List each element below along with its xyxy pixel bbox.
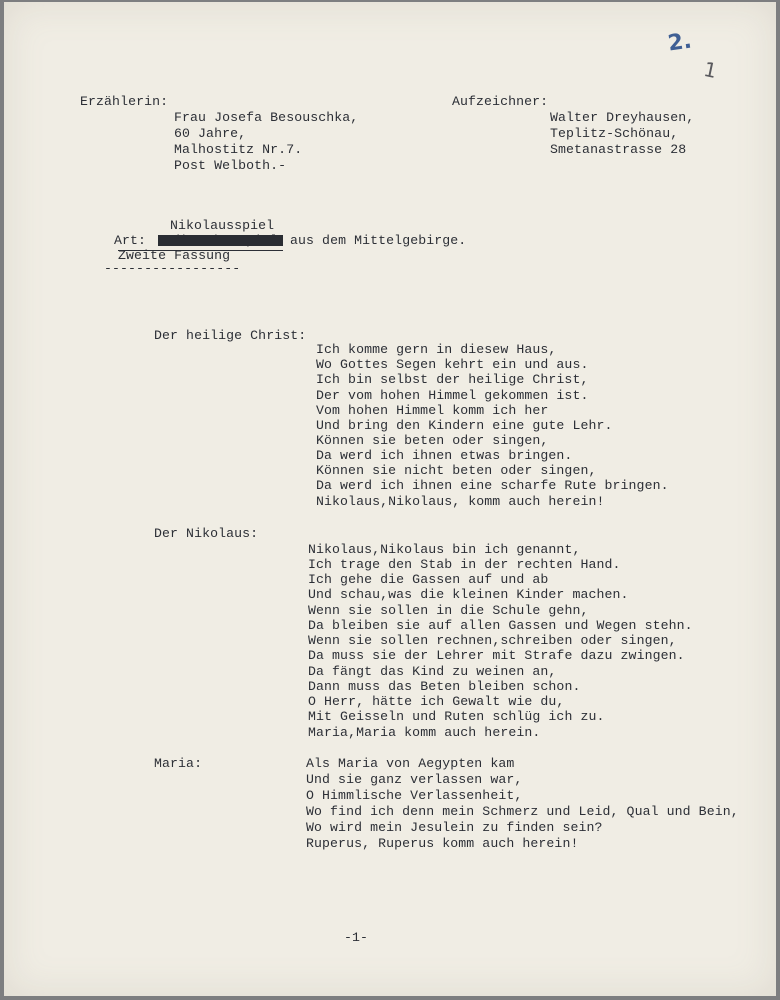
verse-line: Maria,Maria komm auch herein.	[308, 725, 541, 740]
narrator-label: Erzählerin:	[80, 94, 169, 109]
speaker-maria: Maria:	[154, 756, 203, 771]
speaker-nikolaus: Der Nikolaus:	[154, 526, 259, 541]
verse-line: Nikolaus,Nikolaus, komm auch herein!	[316, 494, 605, 509]
verse-line: Ruperus, Ruperus komm auch herein!	[306, 836, 579, 851]
verse-line: Wenn sie sollen rechnen,schreiben oder singen,	[308, 633, 677, 648]
speaker-heilige-christ: Der heilige Christ:	[154, 328, 307, 343]
verse-line: Da fängt das Kind zu weinen an,	[308, 664, 557, 679]
verse-line: Da muss sie der Lehrer mit Strafe dazu zwingen.	[308, 648, 685, 663]
verse-line: Können sie beten oder singen,	[316, 433, 549, 448]
handwritten-page-mark: 2.	[666, 28, 694, 57]
verse-line: O Himmlische Verlassenheit,	[306, 788, 523, 803]
recorder-name: Walter Dreyhausen,	[550, 110, 695, 125]
verse-line: Da bleiben sie auf allen Gassen und Wegen stehn.	[308, 618, 693, 633]
recorder-label: Aufzeichner:	[452, 94, 549, 109]
verse-line: Und schau,was die kleinen Kinder machen.	[308, 587, 629, 602]
verse-line: Da werd ich ihnen etwas bringen.	[316, 448, 573, 463]
narrator-age: 60 Jahre,	[174, 126, 247, 141]
narrator-name: Frau Josefa Besouschka,	[174, 110, 359, 125]
narrator-address: Malhostitz Nr.7.	[174, 142, 303, 157]
recorder-street: Smetanastrasse 28	[550, 142, 687, 157]
verse-line: Der vom hohen Himmel gekommen ist.	[316, 388, 589, 403]
verse-line: Wo Gottes Segen kehrt ein und aus.	[316, 357, 589, 372]
version-dashes: -----------------	[104, 261, 241, 276]
verse-line: Da werd ich ihnen eine scharfe Rute bringen.	[316, 478, 669, 493]
verse-line: Ich komme gern in diesew Haus,	[316, 342, 557, 357]
verse-line: Wo find ich denn mein Schmerz und Leid, Qual und Bein,	[306, 804, 739, 819]
verse-line: Mit Geisseln und Ruten schlüg ich zu.	[308, 709, 605, 724]
typewritten-page	[4, 2, 776, 996]
art-insertion: Nikolausspiel	[170, 218, 275, 233]
page-number: -1-	[344, 930, 369, 945]
strikethrough-block	[158, 235, 283, 246]
handwritten-small-mark: 1	[701, 56, 720, 84]
verse-line: Dann muss das Beten bleiben schon.	[308, 679, 581, 694]
narrator-post: Post Welboth.-	[174, 158, 287, 173]
verse-line: Als Maria von Aegypten kam	[306, 756, 515, 771]
verse-line: Ich gehe die Gassen auf und ab	[308, 572, 549, 587]
art-label: Art:	[114, 233, 147, 248]
version-label: Zweite Fassung	[118, 248, 231, 263]
verse-line: Können sie nicht beten oder singen,	[316, 463, 597, 478]
verse-line: Wo wird mein Jesulein zu finden sein?	[306, 820, 603, 835]
recorder-city: Teplitz-Schönau,	[550, 126, 679, 141]
verse-line: Ich trage den Stab in der rechten Hand.	[308, 557, 621, 572]
verse-line: Und bring den Kindern eine gute Lehr.	[316, 418, 613, 433]
art-rest: aus dem Mittelgebirge.	[290, 233, 467, 248]
verse-line: Vom hohen Himmel komm ich her	[316, 403, 549, 418]
verse-line: Nikolaus,Nikolaus bin ich genannt,	[308, 542, 581, 557]
verse-line: Ich bin selbst der heilige Christ,	[316, 372, 589, 387]
verse-line: Und sie ganz verlassen war,	[306, 772, 523, 787]
verse-line: O Herr, hätte ich Gewalt wie du,	[308, 694, 565, 709]
verse-line: Wenn sie sollen in die Schule gehn,	[308, 603, 589, 618]
